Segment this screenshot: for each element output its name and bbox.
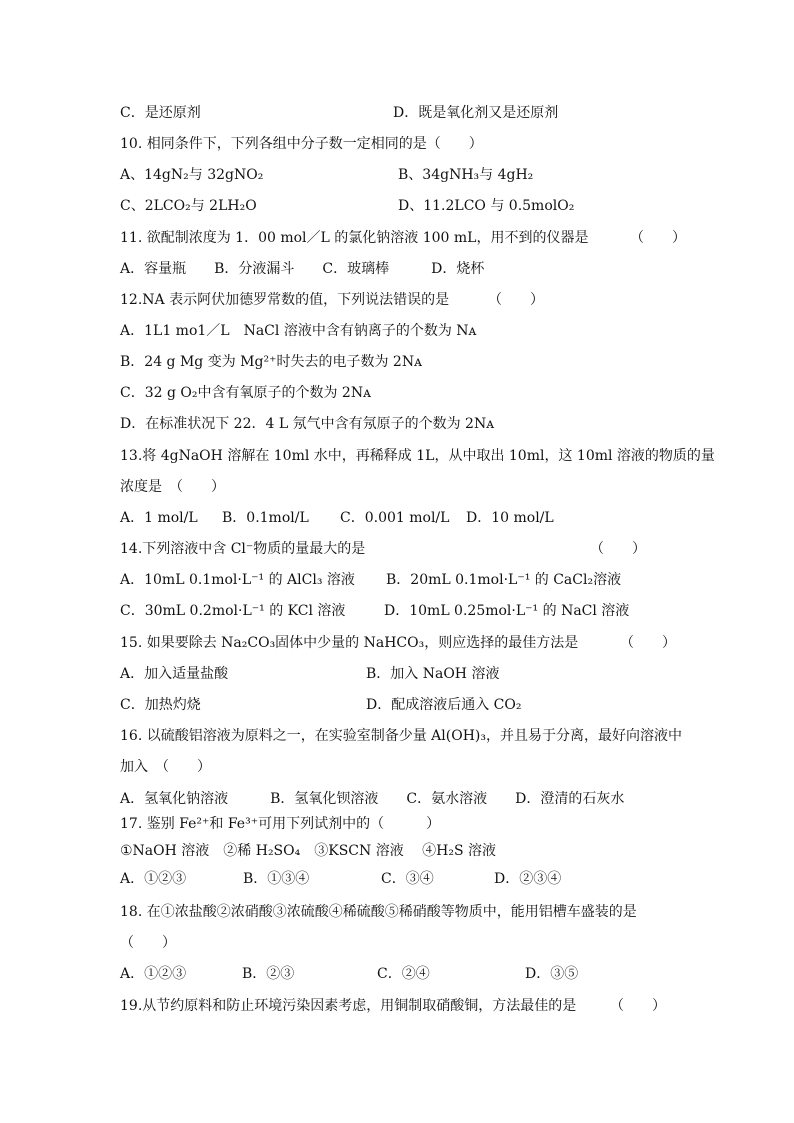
q9-option-d: D．既是氧化剂又是还原剂 (393, 105, 559, 121)
q17-reagents: ①NaOH 溶液 ②稀 H₂SO₄ ③KSCN 溶液 ④H₂S 溶液 (120, 843, 497, 859)
q13-option-b: B．0.1mol/L (222, 510, 309, 526)
q17-stem: 17. 鉴别 Fe²⁺和 Fe³⁺可用下列试剂中的（ ） (120, 816, 441, 832)
q12-answer-bracket: （ ） (488, 292, 544, 308)
q15-option-c: C．加热灼烧 (120, 697, 201, 713)
q11-answer-bracket: （ ） (630, 230, 686, 246)
q16-stem-line2: 加入 （ ） (120, 759, 211, 775)
q15-option-a: A．加入适量盐酸 (120, 666, 229, 682)
q14-option-a: A．10mL 0.1mol·L⁻¹ 的 AlCl₃ 溶液 (120, 572, 355, 588)
q15-option-b: B．加入 NaOH 溶液 (366, 666, 500, 682)
q16-stem-line1: 16. 以硫酸铝溶液为原料之一，在实验室制备少量 Al(OH)₃，并且易于分离，最好向溶液中 (120, 728, 682, 744)
q14-option-c: C．30mL 0.2mol·L⁻¹ 的 KCl 溶液 (120, 603, 346, 619)
q15-answer-bracket: （ ） (620, 635, 676, 651)
q14-stem: 14.下列溶液中含 Cl⁻物质的量最大的是 (120, 541, 366, 557)
q11-options: A．容量瓶 B．分液漏斗 C．玻璃棒 D．烧杯 (120, 261, 485, 277)
q18-stem-line1: 18. 在①浓盐酸②浓硝酸③浓硫酸④稀硫酸⑤稀硝酸等物质中，能用铝槽车盛装的是 (120, 904, 637, 920)
q10-option-c: C、2LCO₂与 2LH₂O (120, 198, 257, 214)
q10-option-d: D、11.2LCO 与 0.5molO₂ (398, 198, 575, 214)
q19-answer-bracket: （ ） (610, 998, 666, 1014)
q13-option-a: A．1 mol/L (120, 510, 198, 526)
q18-option-b: B．②③ (242, 966, 295, 982)
q10-option-a: A、14gN₂与 32gNO₂ (120, 167, 264, 183)
q13-stem-line1: 13.将 4gNaOH 溶解在 10ml 水中，再稀释成 1L，从中取出 10ml，这 10ml 溶液的物质的量 (120, 448, 715, 464)
q14-option-b: B．20mL 0.1mol·L⁻¹ 的 CaCl₂溶液 (386, 572, 622, 588)
q15-stem: 15. 如果要除去 Na₂CO₃固体中少量的 NaHCO₃，则应选择的最佳方法是 (120, 635, 579, 651)
q19-stem: 19.从节约原料和防止环境污染因素考虑，用铜制取硝酸铜，方法最佳的是 (120, 998, 577, 1014)
q16-options: A．氢氧化钠溶液 B．氢氧化钡溶液 C．氨水溶液 D．澄清的石灰水 (120, 791, 625, 807)
q14-option-d: D．10mL 0.25mol·L⁻¹ 的 NaCl 溶液 (384, 603, 630, 619)
q12-option-c: C．32 g O₂中含有氧原子的个数为 2Nᴀ (120, 385, 371, 401)
q17-option-b: B．①③④ (243, 871, 310, 887)
q11-stem: 11. 欲配制浓度为 1．00 mol／L 的氯化钠溶液 100 mL，用不到的仪器是 (120, 230, 589, 246)
q17-option-c: C．③④ (381, 871, 434, 887)
q12-option-b: B．24 g Mg 变为 Mg²⁺时失去的电子数为 2Nᴀ (120, 354, 422, 370)
q12-option-a: A．1L1 mo1／L NaCl 溶液中含有钠离子的个数为 Nᴀ (120, 323, 477, 339)
q13-stem-line2: 浓度是 （ ） (120, 479, 225, 495)
q18-stem-line2: （ ） (120, 935, 176, 951)
q9-option-c: C．是还原剂 (120, 105, 201, 121)
q17-option-d: D．②③④ (494, 871, 562, 887)
q12-stem: 12.NA 表示阿伏加德罗常数的值，下列说法错误的是 (120, 292, 450, 308)
q18-option-d: D．③⑤ (525, 966, 579, 982)
q18-option-a: A．①②③ (120, 966, 187, 982)
q14-answer-bracket: （ ） (590, 541, 646, 557)
q12-option-d: D．在标准状况下 22．4 L 氖气中含有氖原子的个数为 2Nᴀ (120, 416, 495, 432)
q10-stem: 10. 相同条件下，下列各组中分子数一定相同的是（ ） (120, 136, 483, 152)
q15-option-d: D．配成溶液后通入 CO₂ (366, 697, 522, 713)
q18-option-c: C．②④ (377, 966, 430, 982)
q17-option-a: A．①②③ (120, 871, 187, 887)
q10-option-b: B、34gNH₃与 4gH₂ (398, 167, 534, 183)
q13-option-c: C．0.001 mol/L (340, 510, 450, 526)
q13-option-d: D．10 mol/L (466, 510, 554, 526)
